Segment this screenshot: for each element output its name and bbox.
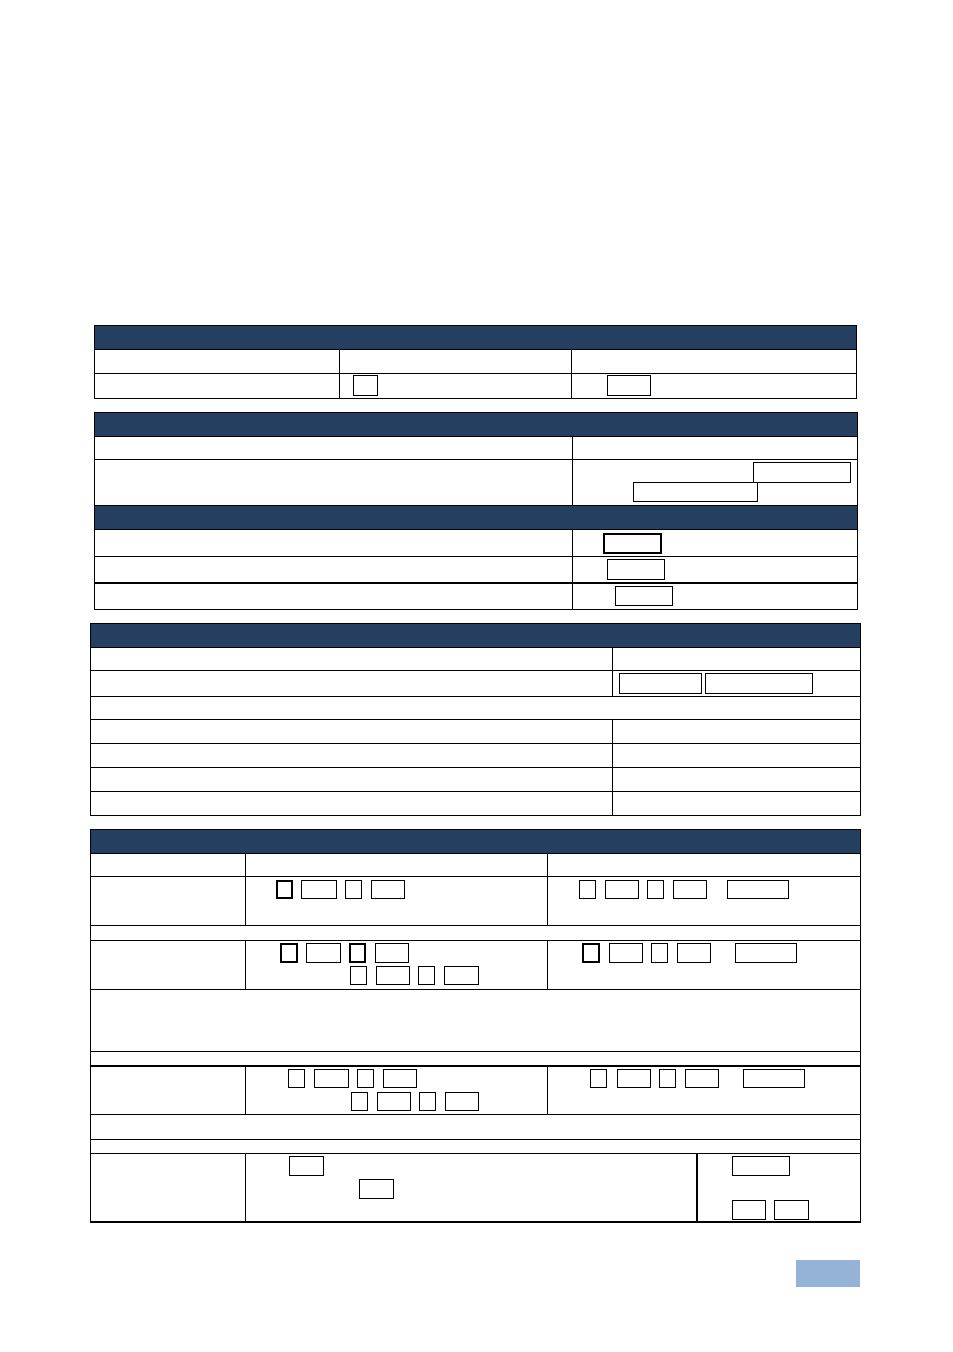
checkbox[interactable]: [351, 1092, 368, 1111]
input-field[interactable]: [377, 1092, 411, 1111]
divider: [90, 1153, 861, 1154]
divider: [245, 1066, 246, 1115]
checkbox[interactable]: [659, 1069, 676, 1088]
divider: [94, 556, 858, 557]
input-field[interactable]: [314, 1069, 349, 1088]
divider: [90, 940, 861, 941]
input-field[interactable]: [673, 880, 707, 899]
divider: [547, 940, 548, 990]
input-field[interactable]: [735, 943, 797, 963]
checkbox[interactable]: [419, 1092, 436, 1111]
section-2-header: [94, 412, 858, 437]
input-field[interactable]: [359, 1179, 394, 1199]
input-field[interactable]: [677, 943, 711, 963]
input-field[interactable]: [607, 375, 651, 396]
input-field[interactable]: [289, 1156, 324, 1176]
checkbox[interactable]: [288, 1069, 305, 1088]
page-number-tab: [796, 1260, 860, 1287]
divider: [90, 989, 861, 990]
divider: [90, 925, 861, 926]
divider: [90, 791, 861, 792]
input-field[interactable]: [732, 1156, 790, 1176]
input-field[interactable]: [306, 943, 341, 963]
input-field[interactable]: [609, 943, 643, 963]
checkbox[interactable]: [647, 880, 664, 899]
checkbox[interactable]: [582, 943, 600, 963]
checkbox[interactable]: [345, 880, 362, 899]
divider: [90, 876, 861, 877]
divider: [94, 373, 857, 374]
divider: [245, 853, 246, 926]
section-4-header: [90, 829, 861, 854]
section-2-subheader: [94, 505, 858, 530]
checkbox[interactable]: [280, 943, 298, 963]
input-field[interactable]: [376, 966, 410, 985]
input-field[interactable]: [743, 1069, 805, 1088]
divider: [90, 767, 861, 768]
divider: [612, 719, 613, 816]
input-field[interactable]: [383, 1069, 417, 1088]
input-field[interactable]: [774, 1200, 809, 1220]
input-field[interactable]: [617, 1069, 651, 1088]
checkbox[interactable]: [590, 1069, 607, 1088]
divider: [90, 1051, 861, 1052]
divider: [339, 349, 340, 399]
checkbox[interactable]: [418, 966, 435, 985]
divider: [90, 696, 861, 697]
input-field[interactable]: [301, 880, 337, 899]
section-1-header: [94, 325, 857, 350]
input-field[interactable]: [619, 673, 702, 694]
input-field[interactable]: [371, 880, 405, 899]
input-field[interactable]: [605, 880, 639, 899]
checkbox[interactable]: [353, 375, 378, 396]
divider: [90, 1114, 861, 1115]
divider: [90, 670, 861, 671]
divider: [245, 940, 246, 990]
divider: [547, 1066, 548, 1115]
input-field[interactable]: [753, 462, 851, 483]
divider: [90, 743, 861, 744]
divider: [612, 647, 613, 697]
input-field[interactable]: [705, 673, 813, 694]
input-field[interactable]: [727, 880, 789, 899]
divider: [696, 1153, 698, 1223]
divider: [90, 719, 861, 720]
divider: [94, 459, 858, 460]
section-1-table: [94, 349, 857, 399]
input-field[interactable]: [607, 559, 665, 580]
divider: [572, 530, 573, 610]
divider: [94, 582, 858, 584]
checkbox[interactable]: [350, 966, 367, 985]
input-field[interactable]: [375, 943, 409, 963]
checkbox[interactable]: [349, 943, 366, 963]
input-field[interactable]: [732, 1200, 766, 1220]
checkbox[interactable]: [579, 880, 596, 899]
input-field[interactable]: [445, 1092, 479, 1111]
checkbox[interactable]: [357, 1069, 374, 1088]
checkbox[interactable]: [651, 943, 668, 963]
divider: [90, 1139, 861, 1140]
divider: [547, 853, 548, 926]
divider: [245, 1153, 246, 1223]
input-field[interactable]: [615, 586, 673, 606]
input-field[interactable]: [685, 1069, 719, 1088]
input-field[interactable]: [603, 533, 662, 554]
checkbox[interactable]: [276, 880, 293, 899]
input-field[interactable]: [444, 966, 479, 985]
section-3-header: [90, 623, 861, 648]
divider: [90, 1065, 861, 1067]
divider: [571, 349, 572, 399]
input-field[interactable]: [633, 482, 758, 502]
divider: [572, 436, 573, 506]
